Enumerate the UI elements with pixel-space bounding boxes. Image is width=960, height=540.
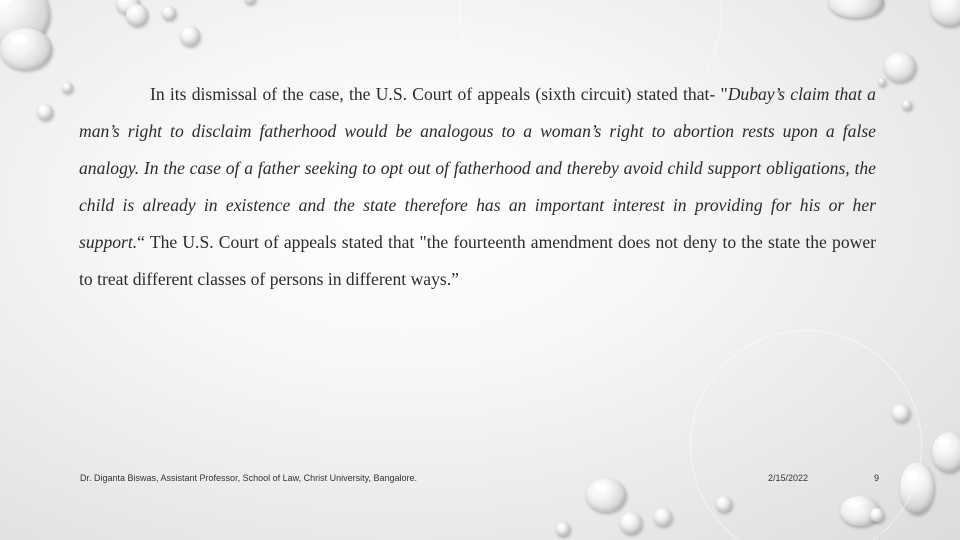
footer-date: 2/15/2022 [768, 473, 809, 483]
water-droplet-decoration [0, 28, 52, 70]
water-droplet-decoration [126, 4, 148, 26]
body-text-conclusion: “ The U.S. Court of appeals stated that "the fourteenth amendment does not deny to the state the power to treat different classes of persons in different ways.” [79, 232, 876, 289]
water-droplet-decoration [37, 104, 53, 120]
water-droplet-decoration [884, 52, 916, 82]
water-droplet-decoration [556, 522, 570, 536]
water-droplet-decoration [162, 6, 176, 20]
body-text-intro: In its dismissal of the case, the U.S. Court of appeals (sixth circuit) stated that- " [150, 84, 728, 104]
footer-author: Dr. Diganta Biswas, Assistant Professor, School of Law, Christ University, Bangalore. [80, 473, 417, 483]
water-droplet-decoration [902, 100, 912, 110]
footer-page-number: 9 [874, 473, 880, 483]
water-droplet-decoration [878, 78, 886, 86]
water-droplet-decoration [828, 0, 884, 18]
water-droplet-decoration [180, 26, 200, 46]
water-droplet-decoration [654, 508, 672, 526]
water-droplet-decoration [62, 82, 73, 93]
body-paragraph [79, 76, 876, 298]
water-droplet-decoration [244, 0, 256, 4]
body-text-quote: Dubay’s claim that a man’s right to disclaim fatherhood would be analogous to a woman’s right to abortion rests upon a false analogy. In the case of a father seeking to opt out of fatherhood and thereby avoid child support obligations, the child is already in existence and the state therefore has an important interest in providing for his or her support. [79, 84, 876, 252]
water-droplet-decoration [930, 0, 960, 26]
water-droplet-decoration [932, 432, 960, 472]
water-droplet-decoration [586, 478, 626, 512]
water-droplet-decoration [620, 512, 642, 534]
ripple-ring-decoration [690, 330, 922, 540]
